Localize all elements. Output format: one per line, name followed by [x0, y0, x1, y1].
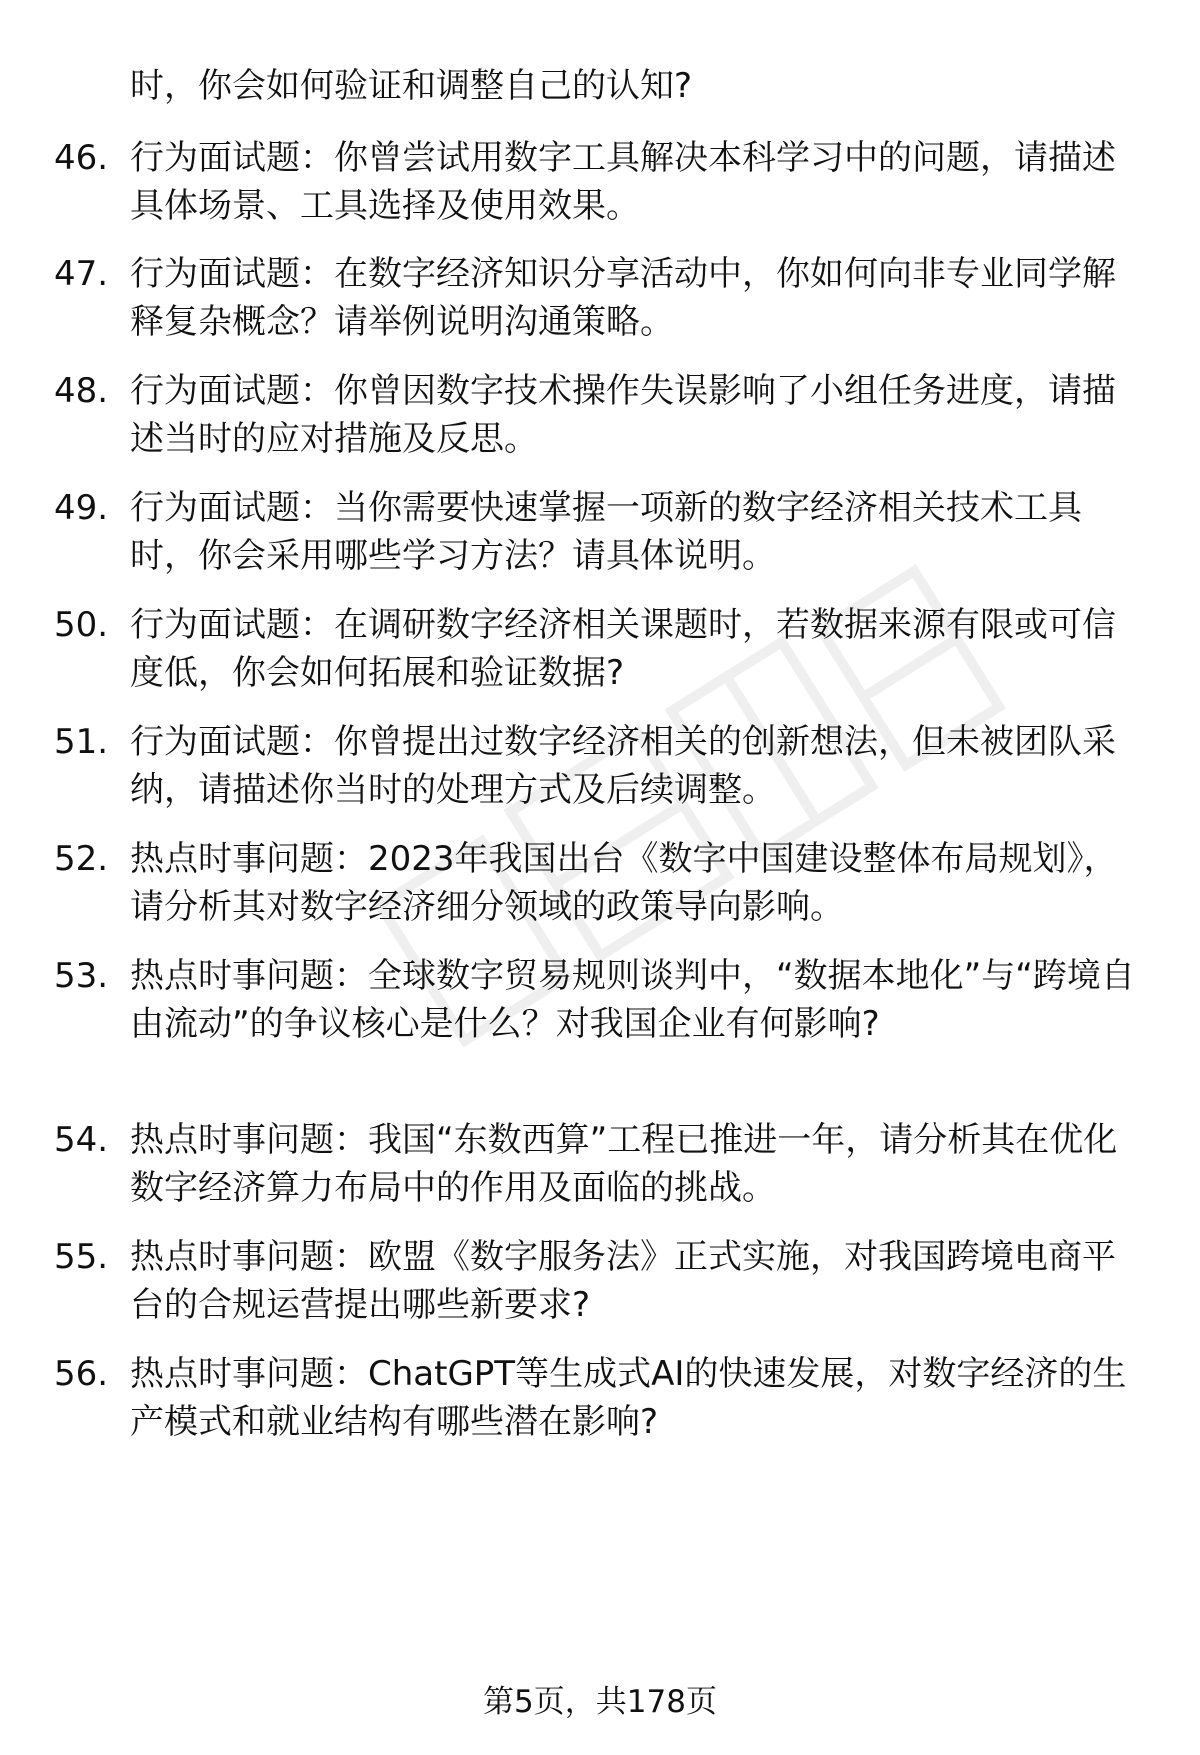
question-text: 行为面试题：在调研数字经济相关课题时，若数据来源有限或可信度低，你会如何拓展和验证数据? [130, 605, 1116, 693]
question-text: 热点时事问题：全球数字贸易规则谈判中，“数据本地化”与“跨境自由流动”的争议核心是什么？对我国企业有何影响? [130, 956, 1135, 1044]
question-number: 46. [54, 138, 109, 178]
question-text: 热点时事问题：ChatGPT等生成式AI的快速发展，对数字经济的生产模式和就业结构有哪些潜在影响? [130, 1354, 1127, 1442]
question-text: 行为面试题：你曾提出过数字经济相关的创新想法，但未被团队采纳，请描述你当时的处理方式及后续调整。 [130, 722, 1116, 810]
question-text: 热点时事问题：我国“东数西算”工程已推进一年，请分析其在优化数字经济算力布局中的作用及面临的挑战。 [130, 1120, 1118, 1208]
question-text: 行为面试题：当你需要快速掌握一项新的数字经济相关技术工具时，你会采用哪些学习方法？请具体说明。 [130, 488, 1082, 576]
question-number: 53. [54, 956, 109, 996]
page-footer: 第5页，共178页 [483, 1684, 717, 1720]
question-text: 行为面试题：你曾尝试用数字工具解决本科学习中的问题，请描述具体场景、工具选择及使用效果。 [130, 138, 1116, 226]
question-number: 50. [54, 605, 109, 645]
question-number: 56. [54, 1354, 109, 1394]
question-text: 热点时事问题：欧盟《数字服务法》正式实施，对我国跨境电商平台的合规运营提出哪些新要求? [130, 1237, 1116, 1325]
continuation-text: 时，你会如何验证和调整自己的认知? [130, 66, 693, 106]
question-text: 行为面试题：你曾因数字技术操作失误影响了小组任务进度，请描述当时的应对措施及反思。 [130, 371, 1116, 459]
question-number: 54. [54, 1120, 109, 1160]
question-number: 49. [54, 488, 109, 528]
question-number: 47. [54, 254, 109, 294]
question-number: 55. [54, 1237, 109, 1277]
question-text: 热点时事问题：2023年我国出台《数字中国建设整体布局规划》，请分析其对数字经济细分领域的政策导向影响。 [130, 839, 1118, 927]
question-number: 48. [54, 371, 109, 411]
question-number: 52. [54, 839, 109, 879]
question-number: 51. [54, 722, 109, 762]
question-text: 行为面试题：在数字经济知识分享活动中，你如何向非专业同学解释复杂概念？请举例说明沟通策略。 [130, 254, 1116, 342]
